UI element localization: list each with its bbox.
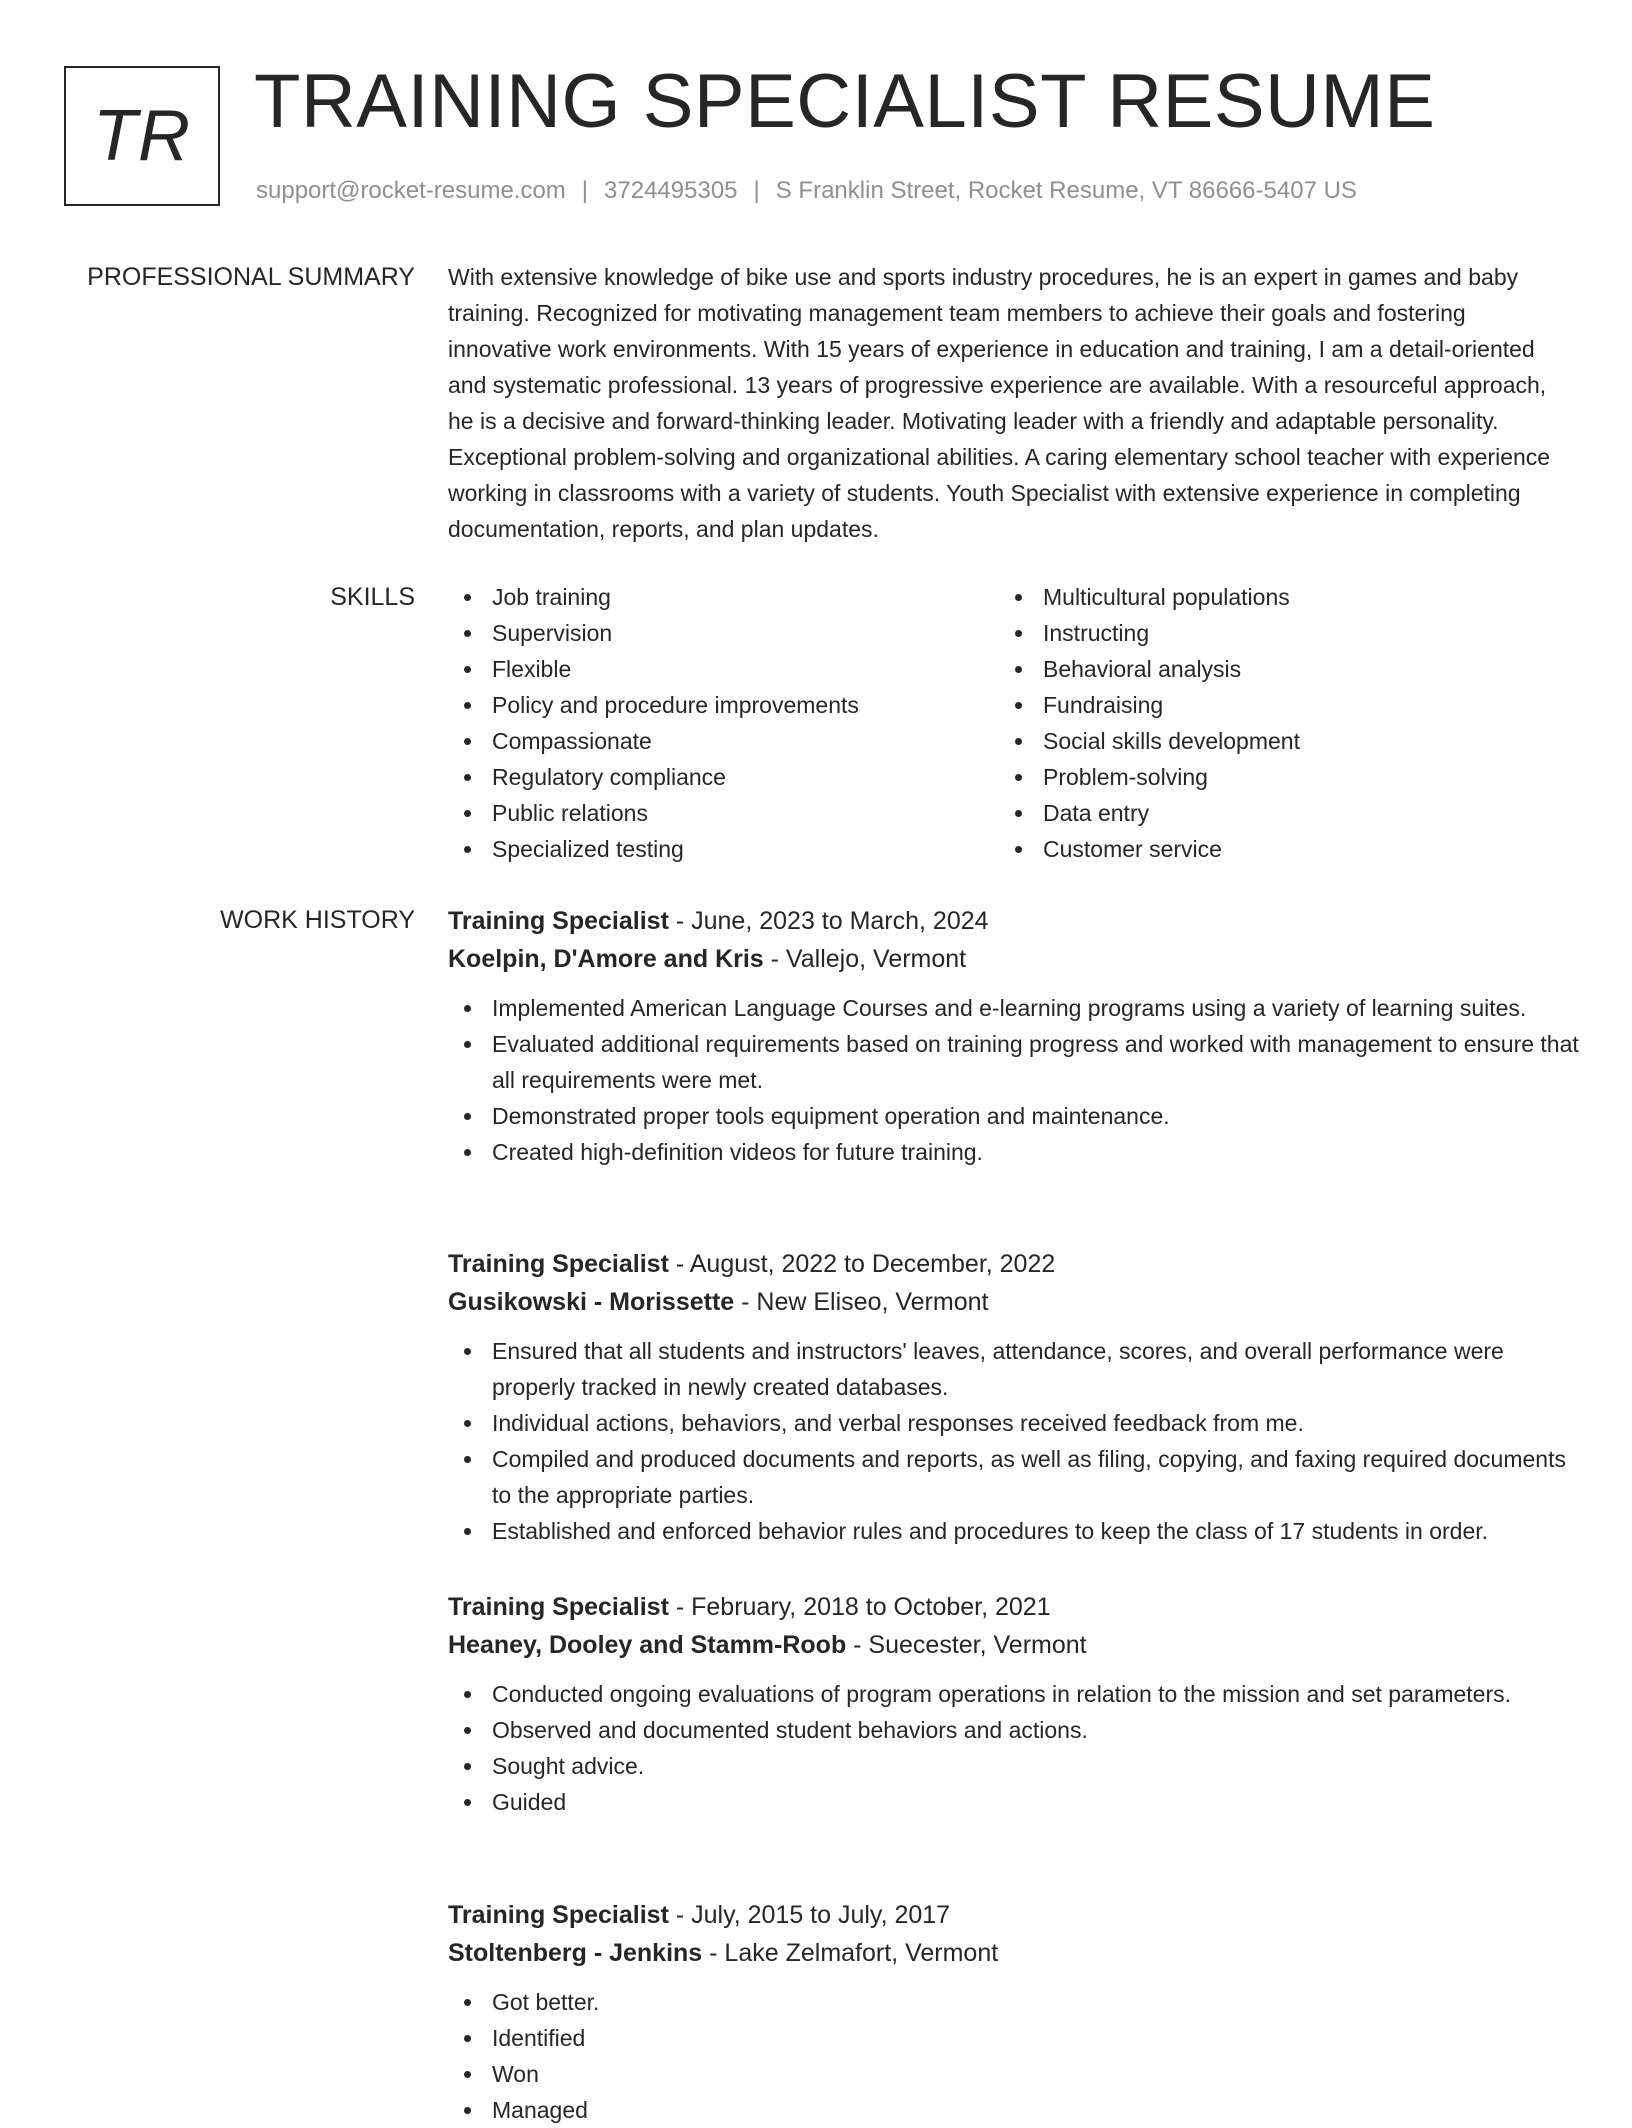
job-title-line xyxy=(448,1896,1588,1934)
skill-item: Multicultural populations xyxy=(999,579,1539,615)
job-title: Training Specialist xyxy=(448,1250,669,1278)
job-company-line xyxy=(448,940,1588,978)
skills-list-right xyxy=(999,579,1539,867)
skill-item: Customer service xyxy=(999,831,1539,867)
job-title: Training Specialist xyxy=(448,1593,669,1621)
contact-phone: 3724495305 xyxy=(604,177,738,204)
duty-item: Created high-definition videos for future training. xyxy=(448,1134,1588,1170)
duty-item: Sought advice. xyxy=(448,1748,1588,1784)
duty-item: Compiled and produced documents and reports, as well as filing, copying, and faxing required documents to the appropriate parties. xyxy=(448,1441,1588,1513)
job-company: Stoltenberg - Jenkins xyxy=(448,1939,703,1967)
skill-item: Data entry xyxy=(999,795,1539,831)
job-location: - Lake Zelmafort, Vermont xyxy=(702,1939,999,1967)
monogram-box xyxy=(64,66,220,206)
duty-item: Identified xyxy=(448,2020,1588,2056)
job-dates: - July, 2015 to July, 2017 xyxy=(668,1901,951,1929)
job-title-line xyxy=(448,1588,1588,1626)
duty-item: Conducted ongoing evaluations of program operations in relation to the mission and set parameters. xyxy=(448,1676,1588,1712)
resume-title: TRAINING SPECIALIST RESUME xyxy=(254,59,1436,144)
duty-item: Demonstrated proper tools equipment operation and maintenance. xyxy=(448,1098,1588,1134)
job-title-line xyxy=(448,1245,1588,1283)
skill-item: Instructing xyxy=(999,615,1539,651)
job-company: Gusikowski - Morissette xyxy=(448,1288,735,1316)
job-company: Koelpin, D'Amore and Kris xyxy=(448,945,764,973)
duty-item: Ensured that all students and instructors' leaves, attendance, scores, and overall performance were properly tracked in newly created databases. xyxy=(448,1333,1588,1405)
job-company: Heaney, Dooley and Stamm-Roob xyxy=(448,1631,847,1659)
duty-item: Managed xyxy=(448,2092,1588,2128)
summary-text: With extensive knowledge of bike use and sports industry procedures, he is an expert in games and baby training. Recognized for motivating management team members to achieve their goals and fostering innovative work environments. With 15 years of experience in education and training, I am a detail-oriented and systematic professional. 13 years of progressive experience are available. With a resourceful approach, he is a decisive and forward-thinking leader. Motivating leader with a friendly and adaptable personality. Exceptional problem-solving and organizational abilities. A caring elementary school teacher with experience working in classrooms with a variety of students. Youth Specialist with extensive experience in completing documentation, reports, and plan updates. xyxy=(448,264,1551,542)
duty-item: Individual actions, behaviors, and verbal responses received feedback from me. xyxy=(448,1405,1588,1441)
skill-item: Problem-solving xyxy=(999,759,1539,795)
job-duties-list xyxy=(448,1676,1588,1820)
job-title-line xyxy=(448,902,1588,940)
job-company-line xyxy=(448,1626,1588,1664)
skill-item: Specialized testing xyxy=(448,831,988,867)
job-dates: - February, 2018 to October, 2021 xyxy=(668,1593,1051,1621)
summary-heading: PROFESSIONAL SUMMARY xyxy=(87,263,415,291)
job-company-line xyxy=(448,1934,1588,1972)
skills-list-left xyxy=(448,579,988,867)
skills-heading: SKILLS xyxy=(330,583,415,611)
contact-address: S Franklin Street, Rocket Resume, VT 86666-5407 US xyxy=(775,177,1357,204)
duty-item: Won xyxy=(448,2056,1588,2092)
duty-item: Implemented American Language Courses and e-learning programs using a variety of learning suites. xyxy=(448,990,1588,1026)
skill-item: Social skills development xyxy=(999,723,1539,759)
job-dates: - August, 2022 to December, 2022 xyxy=(668,1250,1056,1278)
summary-body xyxy=(448,259,1568,547)
skill-item: Compassionate xyxy=(448,723,988,759)
job-entry xyxy=(448,1896,1588,2128)
contact-email: support@rocket-resume.com xyxy=(256,177,566,204)
duty-item: Got better. xyxy=(448,1984,1588,2020)
job-entry xyxy=(448,1588,1588,1820)
job-location: - New Eliseo, Vermont xyxy=(734,1288,989,1316)
skill-item: Behavioral analysis xyxy=(999,651,1539,687)
duty-item: Evaluated additional requirements based on training progress and worked with management to ensure that all requirements were met. xyxy=(448,1026,1588,1098)
job-duties-list xyxy=(448,990,1588,1170)
duty-item: Established and enforced behavior rules and procedures to keep the class of 17 students in order. xyxy=(448,1513,1588,1549)
skill-item: Regulatory compliance xyxy=(448,759,988,795)
duty-item: Observed and documented student behaviors and actions. xyxy=(448,1712,1588,1748)
job-title: Training Specialist xyxy=(448,1901,669,1929)
contact-separator: | xyxy=(753,177,760,204)
skill-item: Public relations xyxy=(448,795,988,831)
job-title: Training Specialist xyxy=(448,907,669,935)
work-history-heading: WORK HISTORY xyxy=(220,906,415,934)
contact-line xyxy=(256,174,1357,208)
skill-item: Fundraising xyxy=(999,687,1539,723)
skill-item: Policy and procedure improvements xyxy=(448,687,988,723)
job-duties-list xyxy=(448,1333,1588,1549)
job-dates: - June, 2023 to March, 2024 xyxy=(668,907,989,935)
contact-separator: | xyxy=(581,177,589,204)
job-company-line xyxy=(448,1283,1588,1321)
job-location: - Vallejo, Vermont xyxy=(763,945,967,973)
skill-item: Flexible xyxy=(448,651,988,687)
job-entry xyxy=(448,1245,1588,1549)
job-location: - Suecester, Vermont xyxy=(846,1631,1087,1659)
skill-item: Supervision xyxy=(448,615,988,651)
job-entry xyxy=(448,902,1588,1170)
monogram-initials: TR xyxy=(93,96,191,176)
job-duties-list xyxy=(448,1984,1588,2128)
duty-item: Guided xyxy=(448,1784,1588,1820)
skill-item: Job training xyxy=(448,579,988,615)
